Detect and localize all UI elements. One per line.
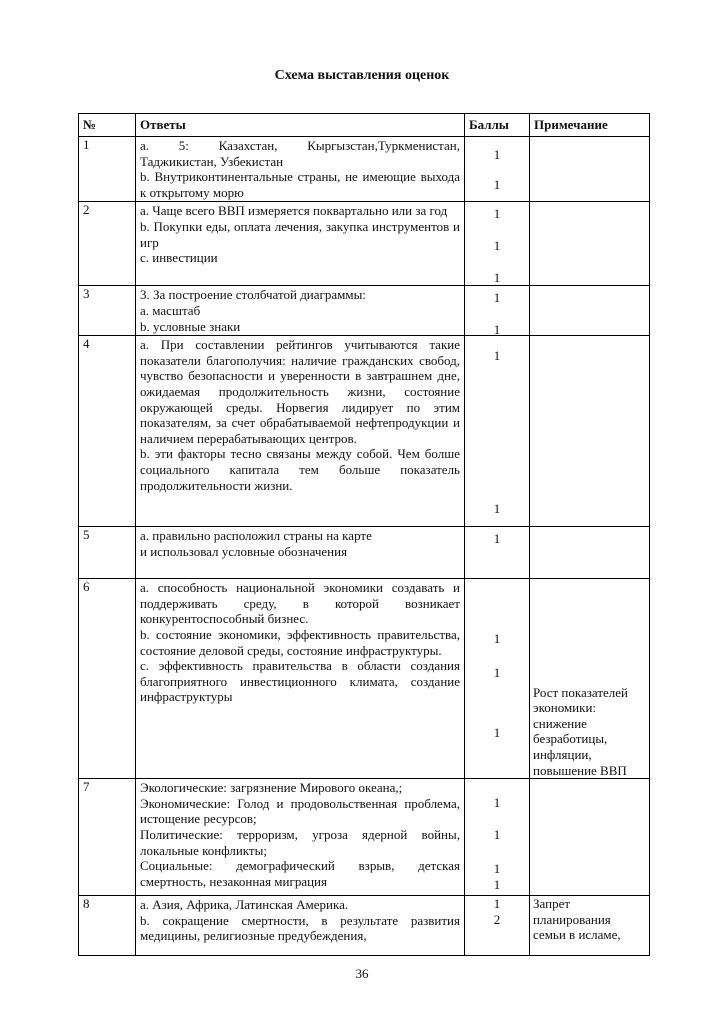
points-value: 1 (493, 861, 501, 877)
row-number: 1 (79, 137, 136, 202)
table-row (79, 779, 650, 896)
table-row (79, 336, 650, 527)
points-cell (465, 579, 530, 779)
header-points: Баллы (465, 114, 530, 137)
answer-cell (136, 527, 465, 579)
points-value: 1 (493, 290, 501, 306)
answer-line: a. способность национальной экономики создавать и поддерживать среду, в которой возникает конкурентоспособный бизнес. (140, 580, 460, 627)
points-value: 1 (493, 631, 501, 647)
answer-line: b. сокращение смертности, в результате развития медицины, религиозные предубеждения, (140, 912, 460, 944)
points-cell (465, 779, 530, 896)
answer-line: 3. За построение столбчатой диаграммы: (140, 287, 366, 303)
answer-cell (136, 286, 465, 336)
note-cell (530, 202, 650, 286)
note-text: Запрет планирования семьи в исламе, (533, 896, 621, 943)
table-row (79, 527, 650, 579)
points-value: 1 (493, 147, 501, 162)
row-number: 5 (79, 527, 136, 579)
page-number: 36 (355, 966, 369, 981)
points-value: 1 (493, 206, 501, 222)
answer-line: Социальные: демографический взрыв, детская смертность, незаконная миграция (140, 858, 460, 889)
answer-line: Политические: терроризм, угроза ядерной войны, локальные конфликты; (140, 826, 460, 858)
points-cell (465, 336, 530, 527)
points-value: 1 (493, 877, 501, 893)
answer-cell (136, 202, 465, 286)
answer-cell (136, 779, 465, 896)
answer-line: c. эффективность правительства в области создания благоприятного инвестиционного климата, создание инфраструктуры (140, 658, 460, 705)
note-cell (530, 286, 650, 336)
points-value: 1 (493, 177, 501, 192)
table-row (79, 579, 650, 779)
table-row (79, 286, 650, 336)
points-value: 1 (493, 665, 501, 681)
answer-line: Экологические: загрязнение Мирового океана,; (140, 780, 403, 796)
answer-line: a. При составлении рейтингов учитываются такие показатели благополучия: наличие гражданских свобод, чувство безопасности и уверенности в завтрашнем дне, ожидаемая продолжительность жизни, состояние окружающей среды. Норвегия лидирует по этим показателям, за счет обрабатываемой нефтепродукции и наличием перерабатывающих центров. (140, 337, 460, 446)
table-header-row (79, 114, 650, 137)
grading-table (78, 113, 650, 956)
answer-cell (136, 336, 465, 527)
note-cell (530, 579, 650, 779)
row-number: 6 (79, 579, 136, 779)
points-value: 1 (493, 322, 501, 338)
answer-line: a. Чаще всего ВВП измеряется поквартально или за год (140, 203, 448, 219)
row-number: 2 (79, 202, 136, 286)
points-value: 1 (493, 827, 501, 843)
note-cell (530, 527, 650, 579)
note-cell (530, 336, 650, 527)
points-cell (465, 286, 530, 336)
table-body (79, 137, 650, 956)
answer-line: a. Азия, Африка, Латинская Америка. (140, 897, 349, 913)
points-value: 1 (493, 348, 501, 364)
answer-cell (136, 896, 465, 956)
note-cell (530, 896, 650, 956)
points-value: 1 (493, 725, 501, 741)
points-cell (465, 202, 530, 286)
header-answers: Ответы (136, 114, 465, 137)
answer-line: a. правильно расположил страны на карте (140, 528, 372, 544)
points-cell (465, 137, 530, 202)
header-notes: Примечание (530, 114, 650, 137)
points-value: 1 (493, 896, 501, 912)
table-row (79, 202, 650, 286)
points-value: 1 (493, 531, 501, 547)
answer-line: и использовал условные обозначения (140, 543, 348, 559)
answer-line: b. Внутриконтинентальные страны, не имеющие выхода к открытому морю (140, 169, 460, 200)
points-value: 2 (493, 912, 501, 928)
answer-line: b. эти факторы тесно связаны между собой. Чем болше социального капитала тем больше показатель продолжительности жизни. (140, 446, 460, 493)
answer-cell (136, 579, 465, 779)
row-number: 7 (79, 779, 136, 896)
points-value: 1 (493, 795, 501, 811)
answer-line: b. Покупки еды, оплата лечения, закупка инструментов и игр (140, 218, 460, 250)
answer-cell (136, 137, 465, 202)
note-cell (530, 779, 650, 896)
table-row (79, 137, 650, 202)
answer-line: c. инвестиции (140, 250, 218, 266)
row-number: 4 (79, 336, 136, 527)
points-cell (465, 896, 530, 956)
note-cell (530, 137, 650, 202)
row-number: 3 (79, 286, 136, 336)
answer-line: a. масштаб (140, 302, 201, 318)
points-value: 1 (493, 238, 501, 254)
answer-line: Экономические: Голод и продовольственная проблема, истощение ресурсов; (140, 795, 460, 827)
answer-line: a. 5: Казахстан, Кыргызстан,Туркменистан, Таджикистан, Узбекистан (140, 138, 460, 169)
page-title: Схема выставления оценок (274, 68, 450, 83)
header-num: № (79, 114, 136, 137)
answer-line: b. состояние экономики, эффективность правительства, состояние деловой среды, состояние инфраструктуры. (140, 626, 460, 658)
points-value: 1 (493, 270, 501, 286)
answer-line: b. условные знаки (140, 318, 241, 334)
points-value: 1 (493, 501, 501, 517)
points-cell (465, 527, 530, 579)
row-number: 8 (79, 896, 136, 956)
table-row (79, 896, 650, 956)
note-text: Рост показателей экономики: снижение безработицы, инфляции, повышение ВВП (533, 684, 629, 778)
